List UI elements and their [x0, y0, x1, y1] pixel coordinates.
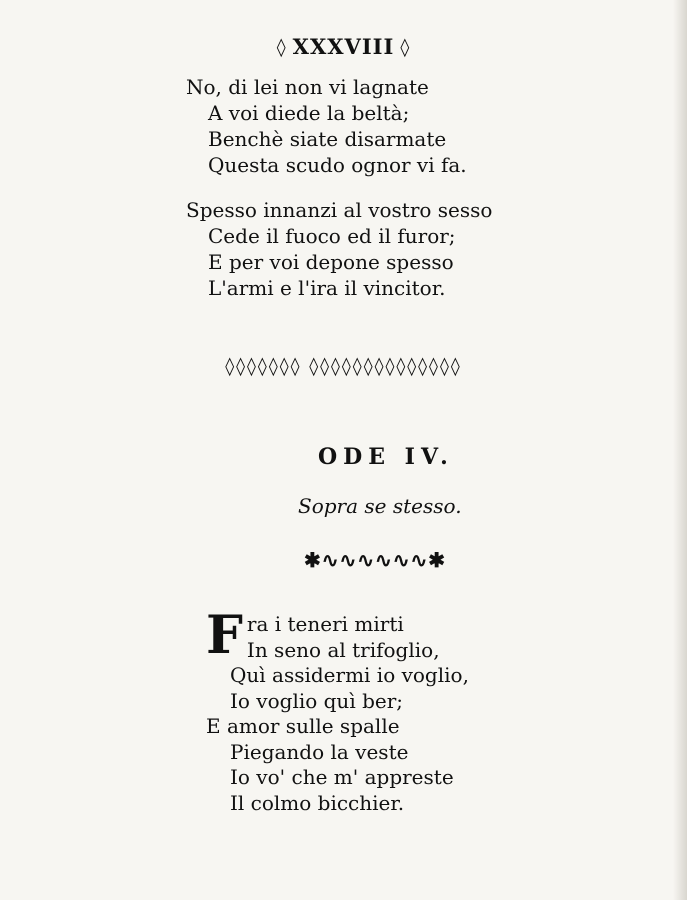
- first-line-text: ra i teneri mirti: [246, 612, 404, 636]
- right-ornament-icon: ◊: [400, 37, 411, 58]
- drop-cap: F: [206, 605, 243, 666]
- ornamental-divider: ◊◊◊◊◊◊◊ ◊◊◊◊◊◊◊◊◊◊◊◊◊◊: [225, 356, 462, 377]
- verse-line: L'armi e l'ira il vincitor.: [208, 276, 446, 300]
- page-edge: [673, 0, 687, 900]
- stanza-3: [206, 605, 469, 816]
- stanza-2: [186, 197, 492, 301]
- left-ornament-icon: ◊: [276, 37, 287, 58]
- verse-line: E per voi depone spesso: [208, 250, 454, 274]
- verse-line: Benchè siate disarmate: [208, 127, 447, 151]
- verse-line: Questa scudo ognor vi fa.: [208, 153, 467, 177]
- verse-line: Il colmo bicchier.: [230, 790, 405, 815]
- verse-line: Piegando la veste: [230, 739, 409, 764]
- ode-title: ODE IV.: [318, 444, 454, 470]
- small-ornament-icon: ✱∿∿∿∿∿∿✱: [304, 548, 447, 572]
- verse-line: No, di lei non vi lagnate: [186, 75, 429, 99]
- verse-line: Cede il fuoco ed il furor;: [208, 224, 456, 248]
- verse-line: E amor sulle spalle: [206, 714, 400, 738]
- page-header: [0, 34, 687, 59]
- page-number: XXXVIII: [292, 34, 395, 59]
- ode-subtitle: Sopra se stesso.: [298, 494, 462, 518]
- stanza-1: [186, 74, 467, 178]
- verse-line: A voi diede la beltà;: [208, 101, 410, 125]
- verse-line: Spesso innanzi al vostro sesso: [186, 198, 493, 222]
- verse-line: Quì assidermi io voglio,: [230, 663, 469, 687]
- verse-line: In seno al trifoglio,: [246, 637, 440, 662]
- verse-line: Io voglio quì ber;: [230, 688, 404, 713]
- verse-line: Io vo' che m' appreste: [230, 765, 454, 789]
